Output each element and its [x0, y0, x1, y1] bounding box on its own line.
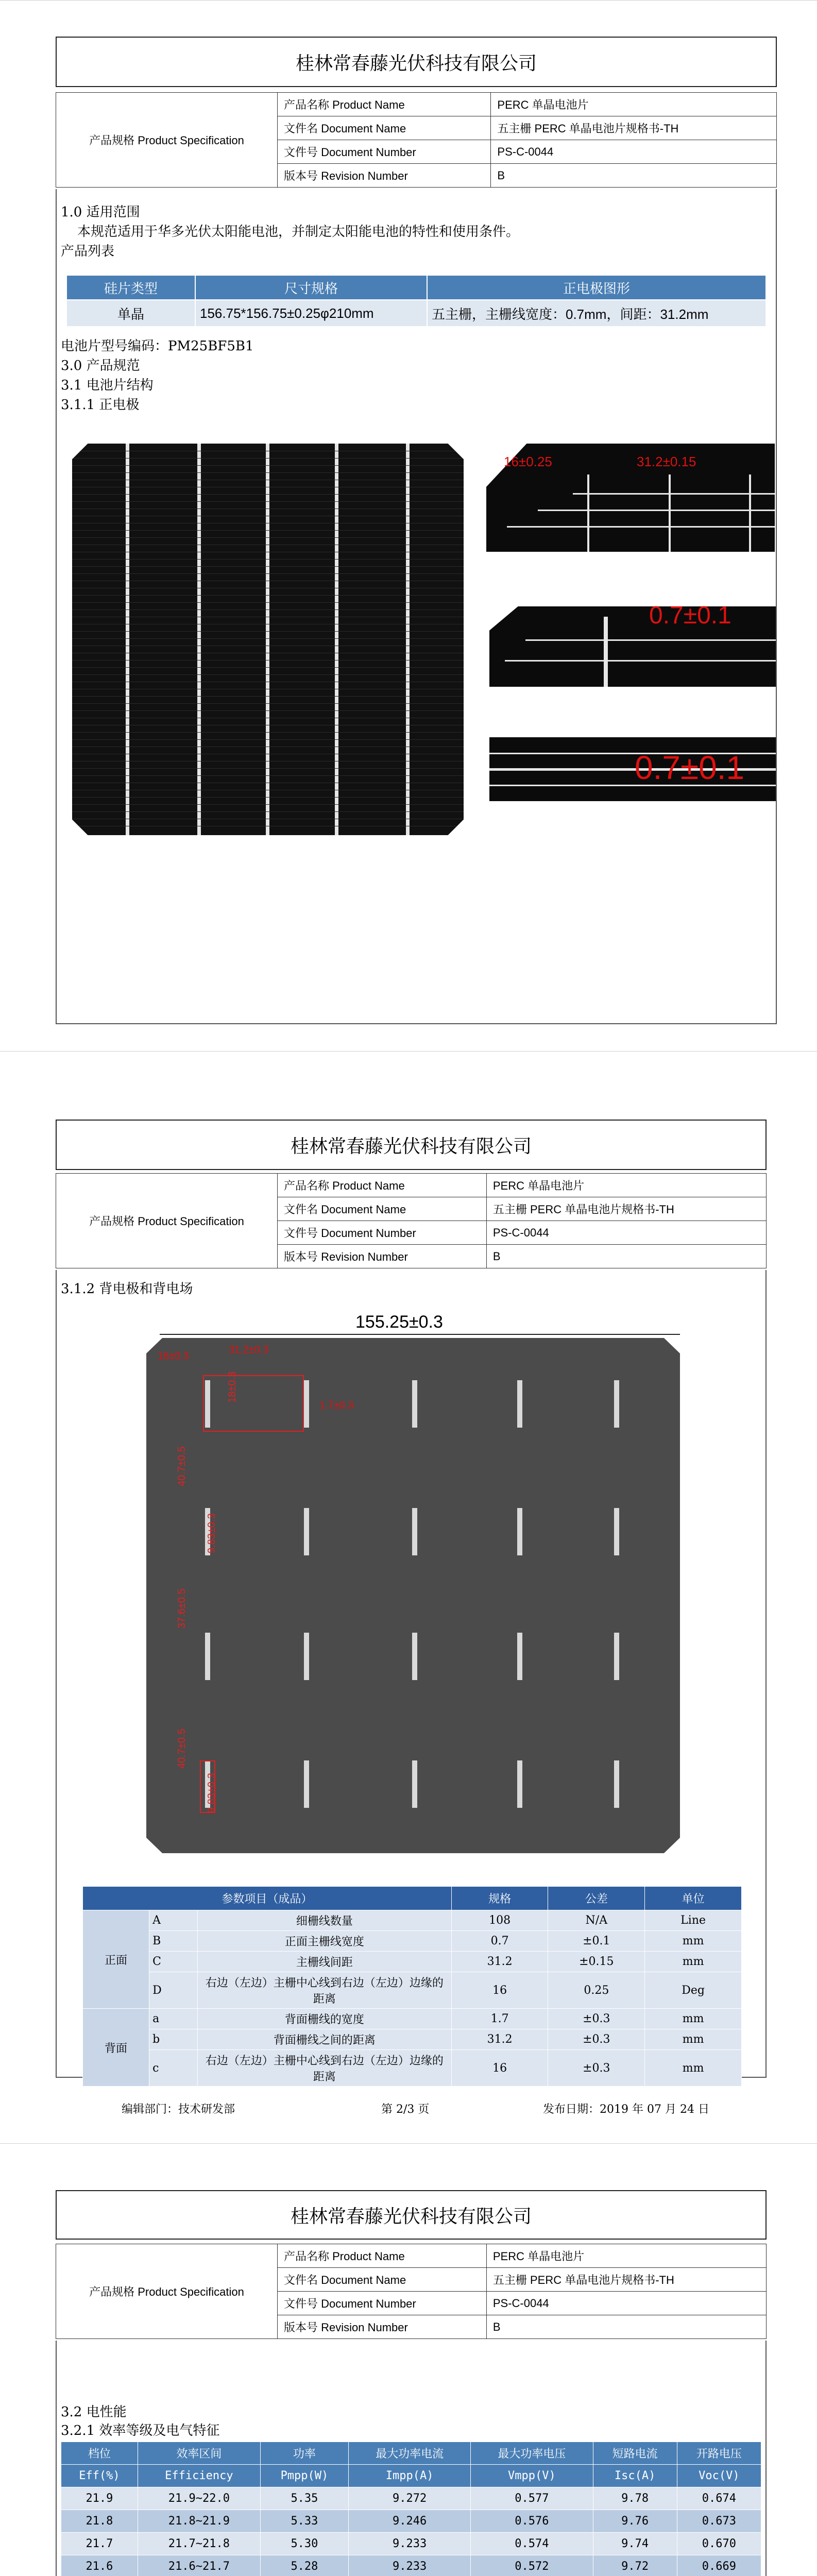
param-table	[82, 1886, 742, 2087]
table-cell: 单晶	[66, 300, 195, 327]
zoom-busbar	[507, 526, 775, 528]
doc-header-table	[56, 92, 777, 188]
left-margin-rule	[56, 1270, 57, 2077]
row-id: B	[149, 1931, 198, 1952]
product-table	[66, 275, 767, 327]
row-tol: ±0.15	[548, 1952, 645, 1972]
finger-line	[72, 775, 464, 776]
table-cell: 21.9	[61, 2487, 138, 2510]
page-3	[0, 2143, 817, 2576]
dim-top-line	[160, 1334, 680, 1335]
finger-line	[72, 768, 464, 769]
left-margin-rule	[56, 2341, 57, 2576]
row-spec: 31.2	[451, 1952, 548, 1972]
zoom-busbar	[525, 639, 776, 641]
header-label: 文件号 Document Number	[278, 2292, 487, 2315]
table-header: 公差	[548, 1887, 645, 1910]
finger-line	[72, 732, 464, 733]
dim-label-31-2: 31.2±0.15	[637, 454, 696, 469]
finger-line	[72, 703, 464, 704]
section-3-1-1-title: 3.1.1 正电极	[61, 397, 140, 413]
back-pad	[304, 1760, 309, 1808]
table-cell: 21.8~21.9	[138, 2510, 260, 2533]
finger-line	[72, 739, 464, 740]
header-label: 文件名 Document Name	[278, 116, 491, 140]
front-cell-image	[72, 444, 464, 835]
table-header: 功率	[260, 2442, 348, 2465]
finger-line	[72, 530, 464, 531]
dim-37-6: 37.6±0.5	[176, 1588, 188, 1629]
table-header: 最大功率电流	[349, 2442, 471, 2465]
finger-line	[72, 566, 464, 567]
finger-line	[72, 804, 464, 805]
finger-line	[72, 667, 464, 668]
section-1-body: 本规范适用于华多光伏太阳能电池，并制定太阳能电池的特性和使用条件。	[77, 224, 520, 240]
spec-label: 产品规格 Product Specification	[56, 93, 278, 188]
back-pad	[412, 1633, 417, 1680]
back-pad	[205, 1633, 210, 1680]
header-value: 五主栅 PERC 单晶电池片规格书-TH	[491, 116, 777, 140]
table-cell: 5.30	[260, 2533, 348, 2555]
section-3-2-1-title: 3.2.1 效率等级及电气特征	[61, 2423, 220, 2438]
company-title: 桂林常春藤光伏科技有限公司	[56, 37, 777, 87]
row-id: a	[149, 2009, 198, 2029]
header-value: PERC 单晶电池片	[486, 1174, 766, 1197]
footer-page: 第 2/3 页	[381, 2103, 430, 2116]
back-pad	[304, 1633, 309, 1680]
back-pad	[517, 1760, 522, 1808]
back-pad	[412, 1380, 417, 1428]
spec-label: 产品规格 Product Specification	[56, 1174, 278, 1268]
table-cell: 21.6~21.7	[138, 2555, 260, 2576]
row-tol: N/A	[548, 1910, 645, 1931]
zoom-busbar	[573, 493, 775, 495]
front-busbar	[197, 444, 201, 835]
table-cell: 21.7~21.8	[138, 2533, 260, 2555]
finger-line	[72, 609, 464, 610]
row-tol: ±0.3	[548, 2050, 645, 2087]
row-spec: 1.7	[451, 2009, 548, 2029]
header-value: PS-C-0044	[486, 2292, 766, 2315]
row-unit: Line	[645, 1910, 742, 1931]
dim-label-0-7-b: 0.7±0.1	[635, 749, 745, 786]
back-pad	[412, 1760, 417, 1808]
header-value: B	[486, 1245, 766, 1268]
header-value: B	[486, 2315, 766, 2339]
measure-box	[203, 1375, 304, 1432]
footer-dept: 编辑部门：技术研发部	[122, 2103, 235, 2116]
table-cell: 0.670	[677, 2533, 761, 2555]
table-header: 档位	[61, 2442, 138, 2465]
row-name: 右边（左边）主栅中心线到右边（左边）边缘的距离	[197, 1972, 451, 2009]
table-cell: 9.78	[593, 2487, 677, 2510]
table-cell: 五主栅，主栅线宽度：0.7mm，间距：31.2mm	[427, 300, 766, 327]
header-value: B	[491, 164, 777, 188]
finger-line	[72, 501, 464, 502]
finger-line	[72, 602, 464, 603]
bottom-rule	[56, 1023, 777, 1024]
front-busbar	[126, 444, 129, 835]
table-header: 单位	[645, 1887, 742, 1910]
table-cell: 0.669	[677, 2555, 761, 2576]
row-unit: mm	[645, 2009, 742, 2029]
front-busbar	[406, 444, 410, 835]
row-spec: 0.7	[451, 1931, 548, 1952]
table-cell: 9.76	[593, 2510, 677, 2533]
row-id: c	[149, 2050, 198, 2087]
header-label: 文件号 Document Number	[278, 140, 491, 164]
row-id: b	[149, 2029, 198, 2050]
section-3-2-title: 3.2 电性能	[61, 2404, 127, 2420]
finger-line	[72, 638, 464, 639]
table-header: Impp(A)	[349, 2465, 471, 2487]
dim-40-7-b: 40.7±0.5	[176, 1728, 188, 1769]
back-pad	[412, 1508, 417, 1555]
back-group-label: 背面	[83, 2009, 149, 2087]
dim-18: 18±0.3	[227, 1371, 238, 1403]
finger-line	[72, 573, 464, 574]
table-cell: 9.246	[349, 2510, 471, 2533]
table-cell: 21.7	[61, 2533, 138, 2555]
dim-top: 155.25±0.3	[355, 1312, 443, 1332]
header-label: 产品名称 Product Name	[278, 2244, 487, 2268]
finger-line	[72, 696, 464, 697]
row-id: C	[149, 1952, 198, 1972]
row-spec: 108	[451, 1910, 548, 1931]
table-header: 正电极图形	[427, 275, 766, 300]
table-header: 尺寸规格	[195, 275, 427, 300]
dim-1-7: 1.7±0.3	[319, 1400, 354, 1411]
row-unit: mm	[645, 1931, 742, 1952]
table-header: Efficiency	[138, 2465, 260, 2487]
spec-label: 产品规格 Product Specification	[56, 2244, 278, 2339]
page-1	[0, 0, 817, 1051]
finger-line	[72, 494, 464, 495]
finger-line	[72, 537, 464, 538]
table-cell: 5.28	[260, 2555, 348, 2576]
back-pad	[304, 1508, 309, 1555]
row-name: 正面主栅线宽度	[197, 1931, 451, 1952]
zoom-busbar	[505, 660, 776, 662]
product-list-label: 产品列表	[61, 244, 115, 259]
company-title: 桂林常春藤光伏科技有限公司	[56, 1120, 767, 1170]
row-spec: 16	[451, 1972, 548, 2009]
finger-line	[72, 710, 464, 711]
right-margin-rule	[776, 189, 777, 1024]
left-margin-rule	[56, 189, 57, 1024]
row-name: 背面栅线的宽度	[197, 2009, 451, 2029]
row-unit: Deg	[645, 1972, 742, 2009]
header-label: 文件号 Document Number	[278, 1221, 487, 1245]
header-label: 产品名称 Product Name	[278, 93, 491, 116]
row-name: 主栅线间距	[197, 1952, 451, 1972]
table-cell: 5.33	[260, 2510, 348, 2533]
row-unit: mm	[645, 2050, 742, 2087]
dim-16: 16±0.3	[158, 1350, 190, 1362]
footer-date: 发布日期：2019 年 07 月 24 日	[543, 2103, 709, 2116]
row-name: 右边（左边）主栅中心线到右边（左边）边缘的距离	[197, 2050, 451, 2087]
efficiency-table	[61, 2442, 761, 2576]
dim-31-2: 31.2±0.3	[229, 1344, 269, 1355]
finger-line	[72, 674, 464, 675]
header-value: 五主栅 PERC 单晶电池片规格书-TH	[486, 1197, 766, 1221]
table-cell: 0.576	[471, 2510, 593, 2533]
back-pad	[304, 1380, 309, 1428]
dim-40-7-a: 40.7±0.5	[176, 1446, 188, 1486]
table-cell: 156.75*156.75±0.25φ210mm	[195, 300, 427, 327]
front-group-label: 正面	[83, 1910, 149, 2009]
table-header: Eff(%)	[61, 2465, 138, 2487]
table-cell: 9.233	[349, 2555, 471, 2576]
back-cell-image	[146, 1338, 680, 1853]
header-value: PERC 单晶电池片	[491, 93, 777, 116]
table-cell: 9.233	[349, 2533, 471, 2555]
table-row	[61, 2487, 761, 2510]
table-header: 硅片类型	[66, 275, 195, 300]
table-row	[61, 2555, 761, 2576]
dim-9-83-a: 9.83±0.3	[206, 1513, 217, 1553]
zoom-busbar	[669, 474, 671, 552]
header-label: 版本号 Revision Number	[278, 1245, 487, 1268]
front-busbar	[335, 444, 338, 835]
zoom-busbar	[587, 474, 589, 552]
company-title: 桂林常春藤光伏科技有限公司	[56, 2190, 767, 2240]
table-header: Isc(A)	[593, 2465, 677, 2487]
table-header: Vmpp(V)	[471, 2465, 593, 2487]
table-header: 参数项目（成品）	[83, 1887, 452, 1910]
row-tol: ±0.3	[548, 2029, 645, 2050]
doc-header-table	[56, 2244, 767, 2339]
header-value: PS-C-0044	[486, 1221, 766, 1245]
zoom-busbar	[749, 474, 751, 552]
table-cell: 5.35	[260, 2487, 348, 2510]
row-unit: mm	[645, 1952, 742, 1972]
header-label: 版本号 Revision Number	[278, 164, 491, 188]
header-label: 产品名称 Product Name	[278, 1174, 487, 1197]
row-id: A	[149, 1910, 198, 1931]
table-row	[61, 2510, 761, 2533]
table-cell: 0.572	[471, 2555, 593, 2576]
table-header: 开路电压	[677, 2442, 761, 2465]
front-busbar	[266, 444, 269, 835]
header-value: PERC 单晶电池片	[486, 2244, 766, 2268]
back-pad	[517, 1633, 522, 1680]
table-header: 规格	[451, 1887, 548, 1910]
finger-line	[72, 472, 464, 473]
section-3-title: 3.0 产品规范	[61, 358, 140, 374]
finger-line	[72, 559, 464, 560]
header-label: 文件名 Document Name	[278, 1197, 487, 1221]
table-cell: 21.8	[61, 2510, 138, 2533]
table-header: Pmpp(W)	[260, 2465, 348, 2487]
finger-line	[72, 458, 464, 459]
row-unit: mm	[645, 2029, 742, 2050]
back-pad	[614, 1508, 619, 1555]
back-pad	[614, 1380, 619, 1428]
finger-line	[72, 465, 464, 466]
doc-header-table	[56, 1173, 767, 1268]
table-cell: 21.9~22.0	[138, 2487, 260, 2510]
table-cell: 0.574	[471, 2533, 593, 2555]
table-cell: 9.272	[349, 2487, 471, 2510]
page-2	[0, 1051, 817, 2143]
header-value: PS-C-0044	[491, 140, 777, 164]
row-name: 细栅线数量	[197, 1910, 451, 1931]
table-header: 效率区间	[138, 2442, 260, 2465]
finger-line	[72, 595, 464, 596]
header-label: 文件名 Document Name	[278, 2268, 487, 2292]
back-pad	[517, 1380, 522, 1428]
table-cell: 21.6	[61, 2555, 138, 2576]
zoom-busbar	[604, 617, 608, 687]
back-pad	[517, 1508, 522, 1555]
table-header: 最大功率电压	[471, 2442, 593, 2465]
table-header: Voc(V)	[677, 2465, 761, 2487]
zoom-busbar	[538, 510, 775, 511]
table-cell: 0.673	[677, 2510, 761, 2533]
right-margin-rule	[765, 1270, 767, 2077]
finger-line	[72, 631, 464, 632]
row-tol: ±0.1	[548, 1931, 645, 1952]
table-cell: 9.72	[593, 2555, 677, 2576]
back-pad	[614, 1633, 619, 1680]
row-name: 背面栅线之间的距离	[197, 2029, 451, 2050]
row-tol: ±0.3	[548, 2009, 645, 2029]
table-header: 短路电流	[593, 2442, 677, 2465]
row-spec: 16	[451, 2050, 548, 2087]
dim-label-16: 16±0.25	[504, 454, 552, 469]
section-3-1-title: 3.1 电池片结构	[61, 378, 154, 393]
row-id: D	[149, 1972, 198, 2009]
finger-line	[72, 797, 464, 798]
section-3-1-2-title: 3.1.2 背电极和背电场	[61, 1281, 193, 1297]
row-tol: 0.25	[548, 1972, 645, 2009]
zoom-panel-middle	[489, 606, 776, 687]
header-value: 五主栅 PERC 单晶电池片规格书-TH	[486, 2268, 766, 2292]
model-line: 电池片型号编码：PM25BF5B1	[61, 338, 254, 354]
table-cell: 9.74	[593, 2533, 677, 2555]
finger-line	[72, 811, 464, 812]
table-cell: 0.674	[677, 2487, 761, 2510]
right-margin-rule	[765, 2341, 767, 2576]
back-pad	[614, 1760, 619, 1808]
row-spec: 31.2	[451, 2029, 548, 2050]
section-1-title: 1.0 适用范围	[61, 205, 140, 220]
dim-9-83-b: 9.83±0.3	[206, 1773, 217, 1813]
table-cell: 0.577	[471, 2487, 593, 2510]
header-label: 版本号 Revision Number	[278, 2315, 487, 2339]
dim-label-0-7-a: 0.7±0.1	[649, 602, 731, 629]
table-row	[61, 2533, 761, 2555]
